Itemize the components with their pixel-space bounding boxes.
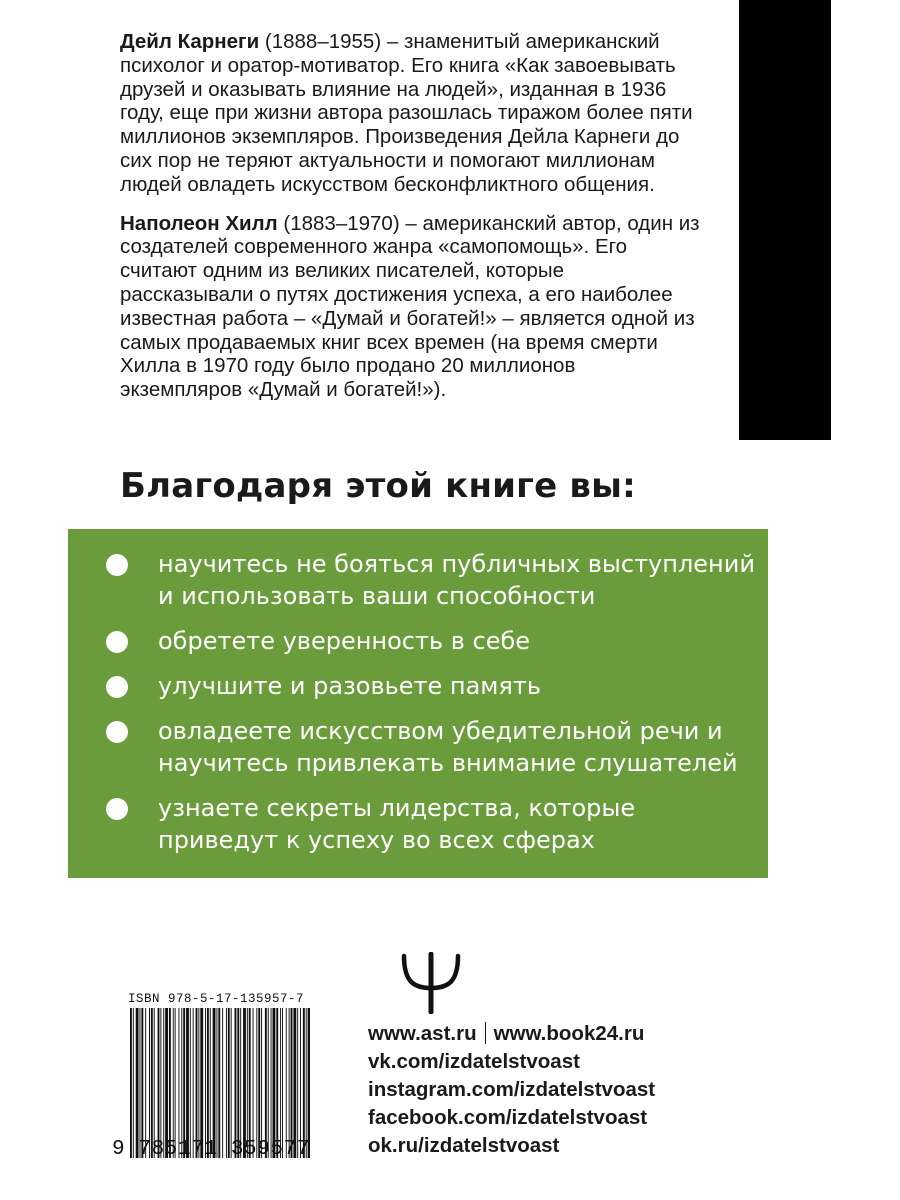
link-ok[interactable]: ok.ru/izdatelstvoast bbox=[368, 1134, 560, 1157]
barcode-bar bbox=[249, 1008, 251, 1158]
benefit-text: улучшите и разовьете память bbox=[158, 672, 541, 700]
author-bio-hill bbox=[120, 212, 700, 402]
barcode-bar bbox=[247, 1008, 248, 1158]
isbn-number: ISBN 978-5-17-135957-7 bbox=[128, 992, 305, 1006]
barcode-bar bbox=[276, 1008, 278, 1158]
barcode-bar bbox=[173, 1008, 174, 1158]
links-row-facebook bbox=[368, 1104, 655, 1132]
barcode-bar bbox=[133, 1008, 134, 1158]
barcode-bar bbox=[163, 1008, 164, 1158]
barcode-bar bbox=[231, 1008, 232, 1158]
links-row-instagram bbox=[368, 1076, 655, 1104]
benefit-text: обретете уверенность в себе bbox=[158, 627, 531, 655]
link-book24-site[interactable]: www.book24.ru bbox=[493, 1022, 645, 1045]
circle-bullet-icon bbox=[106, 676, 128, 698]
benefits-panel bbox=[68, 529, 768, 878]
circle-bullet-icon bbox=[106, 721, 128, 743]
barcode-bar bbox=[291, 1008, 293, 1158]
barcode-bar bbox=[300, 1008, 301, 1158]
barcode-digits: 9 785171 359577 bbox=[112, 1138, 311, 1161]
author-description: – американский автор, один из создателей современного жанра «самопомощь». Его считают одним из великих писателей, которые рассказывали о путях достижения успеха, а его наиболее известная работа – «Думай и богатей!» – является одной из самых продаваемых книг всех времен (на время смерти Хилла в 1970 году было продано 20 миллионов экземпляров «Думай и богатей!»). bbox=[120, 211, 700, 402]
barcode-bar bbox=[205, 1008, 206, 1158]
barcode-bar bbox=[297, 1008, 298, 1158]
benefit-item bbox=[106, 625, 756, 657]
barcode-bar bbox=[213, 1008, 216, 1158]
author-bio-carnegie bbox=[120, 30, 700, 197]
publisher-links bbox=[368, 1020, 655, 1160]
barcode-bar bbox=[154, 1008, 155, 1158]
links-row-vk bbox=[368, 1048, 655, 1076]
link-vk[interactable]: vk.com/izdatelstvoast bbox=[368, 1050, 580, 1073]
barcode-bar bbox=[253, 1008, 254, 1158]
barcode-bar bbox=[196, 1008, 198, 1158]
link-facebook[interactable]: facebook.com/izdatelstvoast bbox=[368, 1106, 648, 1129]
author-bios bbox=[120, 30, 700, 402]
barcode-bar bbox=[218, 1008, 220, 1158]
barcode-bar bbox=[271, 1008, 272, 1158]
barcode-bar bbox=[256, 1008, 257, 1158]
barcode-bar bbox=[178, 1008, 179, 1158]
barcode-bar bbox=[280, 1008, 281, 1158]
barcode-bar bbox=[149, 1008, 150, 1158]
benefit-text: узнаете секреты лидерства, которые приведут к успеху во всех сферах bbox=[158, 794, 636, 854]
barcode-bar bbox=[306, 1008, 307, 1158]
barcode-bar bbox=[268, 1008, 269, 1158]
barcode-bar bbox=[200, 1008, 203, 1158]
barcode-bar bbox=[289, 1008, 290, 1158]
benefit-text: овладеете искусством убедительной речи и научитесь привлекать внимание слушателей bbox=[158, 717, 738, 777]
barcode-bars bbox=[130, 1008, 310, 1158]
author-bio-text bbox=[120, 30, 700, 197]
link-instagram[interactable]: instagram.com/izdatelstvoast bbox=[368, 1078, 656, 1101]
barcode-bar bbox=[265, 1008, 267, 1158]
barcode-bar bbox=[243, 1008, 246, 1158]
barcode-bar bbox=[226, 1008, 227, 1158]
barcode-bar bbox=[141, 1008, 143, 1158]
benefit-item bbox=[106, 548, 756, 612]
barcode-bar bbox=[140, 1008, 141, 1158]
author-years: (1883–1970) bbox=[283, 211, 400, 235]
author-name: Дейл Карнеги bbox=[120, 30, 260, 53]
barcode-bar bbox=[228, 1008, 230, 1158]
barcode-bar bbox=[237, 1008, 239, 1158]
black-spine-bar bbox=[739, 0, 831, 440]
benefit-item bbox=[106, 715, 756, 779]
links-row-sites bbox=[368, 1020, 655, 1048]
barcode-bar bbox=[183, 1008, 185, 1158]
barcode-bar bbox=[293, 1008, 296, 1158]
barcode-block bbox=[112, 992, 312, 1168]
barcode-bar bbox=[286, 1008, 287, 1158]
barcode-bar bbox=[198, 1008, 199, 1158]
barcode-bar bbox=[216, 1008, 217, 1158]
barcode-bar bbox=[193, 1008, 194, 1158]
psi-logo-icon bbox=[400, 952, 462, 1014]
circle-bullet-icon bbox=[106, 798, 128, 820]
author-description: – знаменитый американский психолог и оратор-мотиватор. Его книга «Как завоевывать друзей и оказывать влияние на людей», изданная в 1936 году, еще при жизни автора разошлась тиражом более пяти миллионов экземпляров. Произведения Дейла Карнеги до сих пор не теряют актуальности и помогают миллионам людей овладеть искусством бесконфликтного общения. bbox=[120, 30, 693, 196]
barcode-bar bbox=[235, 1008, 237, 1158]
benefit-text: научитесь не бояться публичных выступлений и использовать ваши способности bbox=[158, 550, 755, 610]
benefits-list bbox=[106, 548, 756, 856]
barcode-bar bbox=[258, 1008, 260, 1158]
barcode-bar bbox=[261, 1008, 262, 1158]
author-name: Наполеон Хилл bbox=[120, 211, 278, 235]
benefit-item bbox=[106, 792, 756, 856]
links-row-ok bbox=[368, 1132, 655, 1160]
barcode-bar bbox=[175, 1008, 176, 1158]
barcode-bar bbox=[181, 1008, 182, 1158]
barcode-bar bbox=[240, 1008, 241, 1158]
barcode-bar bbox=[158, 1008, 160, 1158]
author-bio-text bbox=[120, 212, 700, 402]
barcode-bar bbox=[136, 1008, 139, 1158]
link-ast-site[interactable]: www.ast.ru bbox=[368, 1022, 477, 1045]
barcode-bar bbox=[308, 1008, 310, 1158]
barcode-bar bbox=[222, 1008, 223, 1158]
barcode-bar bbox=[186, 1008, 189, 1158]
circle-bullet-icon bbox=[106, 554, 128, 576]
author-years: (1888–1955) bbox=[264, 30, 382, 53]
barcode-bar bbox=[282, 1008, 283, 1158]
barcode-bar bbox=[145, 1008, 146, 1158]
barcode-bar bbox=[303, 1008, 305, 1158]
barcode-bar bbox=[169, 1008, 171, 1158]
link-separator bbox=[485, 1022, 486, 1044]
circle-bullet-icon bbox=[106, 631, 128, 653]
barcode-bar bbox=[151, 1008, 153, 1158]
benefits-heading: Благодаря этой книге вы: bbox=[120, 466, 636, 506]
barcode-bar bbox=[207, 1008, 209, 1158]
barcode-bar bbox=[160, 1008, 161, 1158]
barcode-bar bbox=[210, 1008, 211, 1158]
barcode-bar bbox=[273, 1008, 276, 1158]
benefit-item bbox=[106, 670, 756, 702]
barcode-bar bbox=[130, 1008, 132, 1158]
barcode-bar bbox=[165, 1008, 168, 1158]
barcode-bar bbox=[190, 1008, 191, 1158]
